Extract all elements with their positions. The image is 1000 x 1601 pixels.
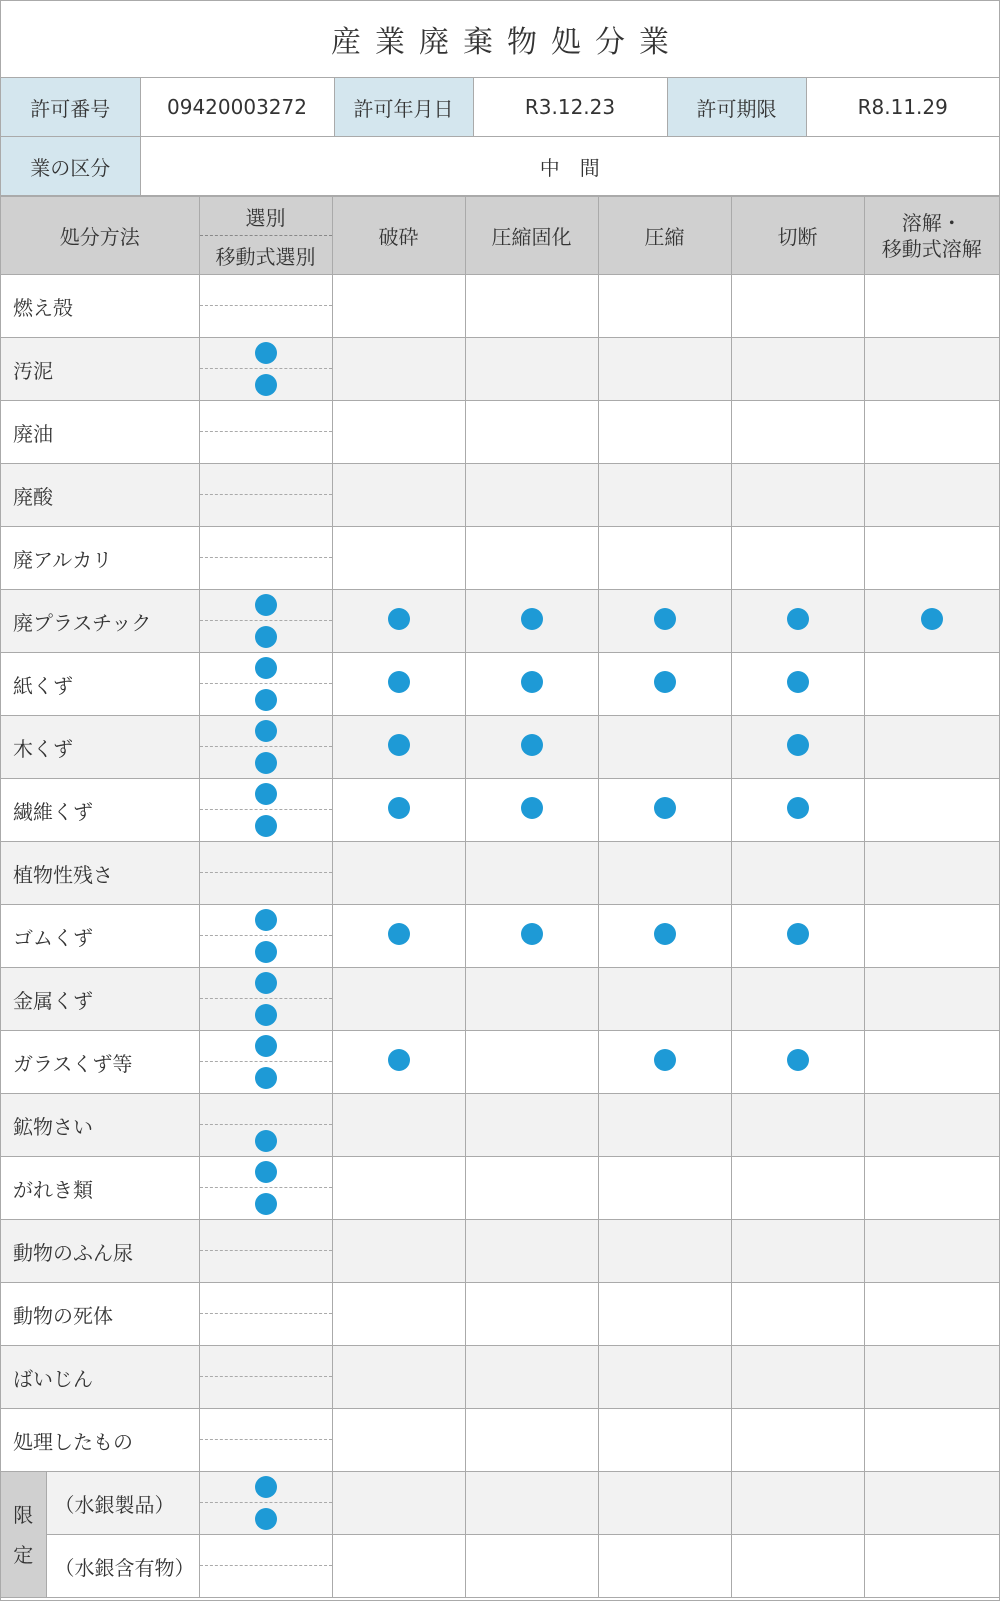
melt-cell — [864, 716, 999, 779]
sort-cell — [199, 905, 332, 968]
permitted-dot-icon — [388, 923, 410, 945]
table-row — [1, 338, 999, 401]
sort-slot — [200, 653, 332, 684]
sort-slot — [200, 905, 332, 936]
table-row — [1, 1094, 999, 1157]
cs-cell — [465, 1472, 598, 1535]
sort-cell — [199, 275, 332, 338]
cut-cell — [731, 401, 864, 464]
sort-slot — [200, 779, 332, 810]
sort-cell — [199, 464, 332, 527]
sort-slot — [200, 1157, 332, 1188]
header-melt-line1: 溶解・ — [901, 210, 962, 235]
crush-cell — [332, 275, 465, 338]
melt-cell — [864, 338, 999, 401]
waste-type-label: 金属くず — [1, 968, 199, 1031]
table-row — [1, 1283, 999, 1346]
cs-cell — [465, 401, 598, 464]
sort-cell — [199, 1031, 332, 1094]
sort-slot — [200, 1472, 332, 1503]
waste-type-label: 廃アルカリ — [1, 527, 199, 590]
cs-cell — [465, 905, 598, 968]
comp-cell — [598, 653, 731, 716]
cut-cell — [731, 275, 864, 338]
sort-slot — [200, 716, 332, 747]
table-row — [1, 1220, 999, 1283]
sort-cell — [199, 716, 332, 779]
permitted-dot-icon — [255, 374, 277, 396]
limited-label-char: 定 — [13, 1542, 34, 1567]
comp-cell — [598, 275, 731, 338]
comp-cell — [598, 1409, 731, 1472]
limited-table-row — [1, 1472, 999, 1535]
sort-slot — [200, 590, 332, 621]
cut-cell — [731, 779, 864, 842]
permitted-dot-icon — [787, 734, 809, 756]
sort-slot — [200, 338, 332, 369]
table-row — [1, 779, 999, 842]
sort-slot — [200, 401, 332, 432]
crush-cell — [332, 1157, 465, 1220]
cut-cell — [731, 1409, 864, 1472]
mobile-sort-slot — [200, 621, 332, 652]
mobile-sort-slot — [200, 432, 332, 463]
permitted-dot-icon — [255, 594, 277, 616]
permitted-dot-icon — [388, 671, 410, 693]
comp-cell — [598, 716, 731, 779]
crush-cell — [332, 716, 465, 779]
permitted-dot-icon — [654, 923, 676, 945]
melt-cell — [864, 1472, 999, 1535]
cut-cell — [731, 590, 864, 653]
table-row — [1, 842, 999, 905]
sort-cell — [199, 1472, 332, 1535]
permitted-dot-icon — [787, 671, 809, 693]
permit-date-value: R3.12.23 — [473, 78, 667, 137]
cut-cell — [731, 842, 864, 905]
comp-cell — [598, 779, 731, 842]
header-melt — [864, 197, 999, 275]
mobile-sort-slot — [200, 810, 332, 841]
sort-slot — [200, 1346, 332, 1377]
comp-cell — [598, 1535, 731, 1598]
cut-cell — [731, 1220, 864, 1283]
crush-cell — [332, 1094, 465, 1157]
crush-cell — [332, 527, 465, 590]
cut-cell — [731, 1535, 864, 1598]
melt-cell — [864, 1346, 999, 1409]
waste-type-label: 植物性残さ — [1, 842, 199, 905]
waste-type-label: がれき類 — [1, 1157, 199, 1220]
permitted-dot-icon — [787, 923, 809, 945]
limited-waste-type-label: （水銀製品） — [46, 1472, 199, 1535]
table-row — [1, 653, 999, 716]
permitted-dot-icon — [255, 626, 277, 648]
comp-cell — [598, 905, 731, 968]
crush-cell — [332, 779, 465, 842]
mobile-sort-slot — [200, 1314, 332, 1345]
permitted-dot-icon — [255, 1508, 277, 1530]
crush-cell — [332, 1031, 465, 1094]
waste-type-label: 廃酸 — [1, 464, 199, 527]
sort-cell — [199, 1157, 332, 1220]
permit-number-value: 09420003272 — [140, 78, 334, 137]
crush-cell — [332, 1283, 465, 1346]
permitted-dot-icon — [388, 734, 410, 756]
comp-cell — [598, 338, 731, 401]
table-row — [1, 1346, 999, 1409]
melt-cell — [864, 905, 999, 968]
mobile-sort-slot — [200, 495, 332, 526]
melt-cell — [864, 1031, 999, 1094]
permitted-dot-icon — [255, 342, 277, 364]
crush-cell — [332, 1409, 465, 1472]
melt-cell — [864, 1157, 999, 1220]
mobile-sort-slot — [200, 936, 332, 967]
sort-slot — [200, 275, 332, 306]
comp-cell — [598, 842, 731, 905]
cut-cell — [731, 1094, 864, 1157]
sort-slot — [200, 1031, 332, 1062]
waste-type-label: 処理したもの — [1, 1409, 199, 1472]
permitted-dot-icon — [521, 734, 543, 756]
table-row — [1, 275, 999, 338]
permitted-dot-icon — [255, 783, 277, 805]
melt-cell — [864, 1283, 999, 1346]
mobile-sort-slot — [200, 999, 332, 1030]
waste-type-label: 木くず — [1, 716, 199, 779]
permitted-dot-icon — [255, 1161, 277, 1183]
melt-cell — [864, 590, 999, 653]
crush-cell — [332, 968, 465, 1031]
permitted-dot-icon — [255, 815, 277, 837]
cs-cell — [465, 1031, 598, 1094]
table-row — [1, 401, 999, 464]
permitted-dot-icon — [654, 1049, 676, 1071]
waste-type-label: ばいじん — [1, 1346, 199, 1409]
cs-cell — [465, 842, 598, 905]
header-melt-line2: 移動式溶解 — [881, 236, 982, 261]
permitted-dot-icon — [255, 689, 277, 711]
permit-number-label: 許可番号 — [1, 78, 140, 137]
comp-cell — [598, 1094, 731, 1157]
sort-cell — [199, 1346, 332, 1409]
sort-cell — [199, 842, 332, 905]
cs-cell — [465, 653, 598, 716]
melt-cell — [864, 1220, 999, 1283]
waste-type-label: 紙くず — [1, 653, 199, 716]
permitted-dot-icon — [388, 1049, 410, 1071]
cs-cell — [465, 1535, 598, 1598]
comp-cell — [598, 968, 731, 1031]
header-sort — [199, 197, 332, 275]
permitted-dot-icon — [255, 1476, 277, 1498]
business-category-value: 中 間 — [140, 137, 999, 196]
cut-cell — [731, 653, 864, 716]
crush-cell — [332, 842, 465, 905]
permitted-dot-icon — [521, 608, 543, 630]
mobile-sort-slot — [200, 1566, 332, 1597]
crush-cell — [332, 905, 465, 968]
crush-cell — [332, 1220, 465, 1283]
header-cut: 切断 — [731, 197, 864, 275]
permitted-dot-icon — [255, 972, 277, 994]
permitted-dot-icon — [654, 671, 676, 693]
permitted-dot-icon — [255, 1035, 277, 1057]
melt-cell — [864, 401, 999, 464]
table-row — [1, 1157, 999, 1220]
comp-cell — [598, 1283, 731, 1346]
cut-cell — [731, 968, 864, 1031]
mobile-sort-slot — [200, 369, 332, 400]
sort-cell — [199, 1535, 332, 1598]
waste-type-label: 繊維くず — [1, 779, 199, 842]
permitted-dot-icon — [255, 1193, 277, 1215]
crush-cell — [332, 1535, 465, 1598]
mobile-sort-slot — [200, 1062, 332, 1093]
cs-cell — [465, 1094, 598, 1157]
comp-cell — [598, 464, 731, 527]
permitted-dot-icon — [255, 1130, 277, 1152]
melt-cell — [864, 653, 999, 716]
limited-table-row — [1, 1535, 999, 1598]
cs-cell — [465, 464, 598, 527]
sort-slot — [200, 968, 332, 999]
table-row — [1, 527, 999, 590]
mobile-sort-slot — [200, 873, 332, 904]
cut-cell — [731, 1157, 864, 1220]
limited-waste-type-label: （水銀含有物） — [46, 1535, 199, 1598]
waste-type-label: 動物の死体 — [1, 1283, 199, 1346]
sort-slot — [200, 1409, 332, 1440]
crush-cell — [332, 338, 465, 401]
permitted-dot-icon — [255, 1004, 277, 1026]
permitted-dot-icon — [255, 1067, 277, 1089]
cut-cell — [731, 1346, 864, 1409]
permit-expiry-value: R8.11.29 — [806, 78, 999, 137]
waste-type-label: ゴムくず — [1, 905, 199, 968]
crush-cell — [332, 1472, 465, 1535]
cut-cell — [731, 716, 864, 779]
waste-type-label: 汚泥 — [1, 338, 199, 401]
waste-type-label: 動物のふん尿 — [1, 1220, 199, 1283]
header-crush: 破砕 — [332, 197, 465, 275]
mobile-sort-slot — [200, 1188, 332, 1219]
cs-cell — [465, 968, 598, 1031]
mobile-sort-slot — [200, 684, 332, 715]
cs-cell — [465, 1283, 598, 1346]
permitted-dot-icon — [255, 752, 277, 774]
cs-cell — [465, 1346, 598, 1409]
mobile-sort-slot — [200, 306, 332, 337]
comp-cell — [598, 527, 731, 590]
sort-cell — [199, 779, 332, 842]
permit-date-label: 許可年月日 — [334, 78, 473, 137]
melt-cell — [864, 842, 999, 905]
sort-slot — [200, 1094, 332, 1125]
permitted-dot-icon — [521, 923, 543, 945]
cut-cell — [731, 338, 864, 401]
permitted-dot-icon — [921, 608, 943, 630]
sort-cell — [199, 1283, 332, 1346]
waste-type-label: 鉱物さい — [1, 1094, 199, 1157]
sort-cell — [199, 401, 332, 464]
permitted-dot-icon — [787, 797, 809, 819]
header-compress: 圧縮 — [598, 197, 731, 275]
cut-cell — [731, 1472, 864, 1535]
table-row — [1, 905, 999, 968]
cs-cell — [465, 590, 598, 653]
cut-cell — [731, 1031, 864, 1094]
melt-cell — [864, 1535, 999, 1598]
melt-cell — [864, 464, 999, 527]
header-method: 処分方法 — [1, 197, 199, 275]
sort-cell — [199, 1094, 332, 1157]
crush-cell — [332, 401, 465, 464]
melt-cell — [864, 1094, 999, 1157]
melt-cell — [864, 527, 999, 590]
sort-slot — [200, 527, 332, 558]
header-compress-solidify: 圧縮固化 — [465, 197, 598, 275]
waste-type-label: 燃え殻 — [1, 275, 199, 338]
cs-cell — [465, 338, 598, 401]
sort-slot — [200, 842, 332, 873]
permit-expiry-label: 許可期限 — [667, 78, 806, 137]
sort-cell — [199, 1220, 332, 1283]
cut-cell — [731, 1283, 864, 1346]
table-row — [1, 590, 999, 653]
table-row — [1, 968, 999, 1031]
melt-cell — [864, 1409, 999, 1472]
sort-slot — [200, 464, 332, 495]
mobile-sort-slot — [200, 1440, 332, 1471]
crush-cell — [332, 653, 465, 716]
sort-cell — [199, 968, 332, 1031]
permitted-dot-icon — [255, 657, 277, 679]
permitted-dot-icon — [388, 608, 410, 630]
sort-cell — [199, 338, 332, 401]
page-title: 産業廃棄物処分業 — [1, 1, 999, 78]
cs-cell — [465, 1220, 598, 1283]
crush-cell — [332, 590, 465, 653]
mobile-sort-slot — [200, 1251, 332, 1282]
sort-slot — [200, 1220, 332, 1251]
mobile-sort-slot — [200, 558, 332, 589]
sort-slot — [200, 1535, 332, 1566]
permitted-dot-icon — [255, 720, 277, 742]
melt-cell — [864, 968, 999, 1031]
cs-cell — [465, 1157, 598, 1220]
sort-cell — [199, 590, 332, 653]
permit-info-table — [1, 78, 999, 196]
permitted-dot-icon — [787, 608, 809, 630]
permitted-dot-icon — [521, 797, 543, 819]
sort-slot — [200, 1283, 332, 1314]
business-category-label: 業の区分 — [1, 137, 140, 196]
cut-cell — [731, 527, 864, 590]
cut-cell — [731, 464, 864, 527]
header-mobile-sort-label: 移動式選別 — [215, 244, 316, 269]
permitted-dot-icon — [521, 671, 543, 693]
permitted-dot-icon — [388, 797, 410, 819]
table-row — [1, 1409, 999, 1472]
cs-cell — [465, 527, 598, 590]
sort-cell — [199, 653, 332, 716]
comp-cell — [598, 1346, 731, 1409]
waste-type-label: ガラスくず等 — [1, 1031, 199, 1094]
permitted-dot-icon — [787, 1049, 809, 1071]
mobile-sort-slot — [200, 1377, 332, 1408]
mobile-sort-slot — [200, 1125, 332, 1156]
comp-cell — [598, 1157, 731, 1220]
mobile-sort-slot — [200, 1503, 332, 1534]
permitted-dot-icon — [654, 608, 676, 630]
waste-type-label: 廃油 — [1, 401, 199, 464]
permitted-dot-icon — [255, 941, 277, 963]
comp-cell — [598, 1220, 731, 1283]
cs-cell — [465, 779, 598, 842]
permitted-dot-icon — [255, 909, 277, 931]
comp-cell — [598, 1031, 731, 1094]
comp-cell — [598, 1472, 731, 1535]
comp-cell — [598, 590, 731, 653]
cs-cell — [465, 716, 598, 779]
cut-cell — [731, 905, 864, 968]
table-row — [1, 1031, 999, 1094]
sort-cell — [199, 527, 332, 590]
comp-cell — [598, 401, 731, 464]
sort-cell — [199, 1409, 332, 1472]
cs-cell — [465, 275, 598, 338]
melt-cell — [864, 779, 999, 842]
header-sort-label: 選別 — [200, 197, 332, 236]
permitted-dot-icon — [654, 797, 676, 819]
crush-cell — [332, 464, 465, 527]
melt-cell — [864, 275, 999, 338]
disposal-method-table — [1, 196, 999, 1598]
table-row — [1, 464, 999, 527]
table-row — [1, 716, 999, 779]
crush-cell — [332, 1346, 465, 1409]
limited-group-label — [1, 1472, 46, 1598]
limited-label-char: 限 — [13, 1502, 34, 1527]
mobile-sort-slot — [200, 747, 332, 778]
cs-cell — [465, 1409, 598, 1472]
waste-type-label: 廃プラスチック — [1, 590, 199, 653]
